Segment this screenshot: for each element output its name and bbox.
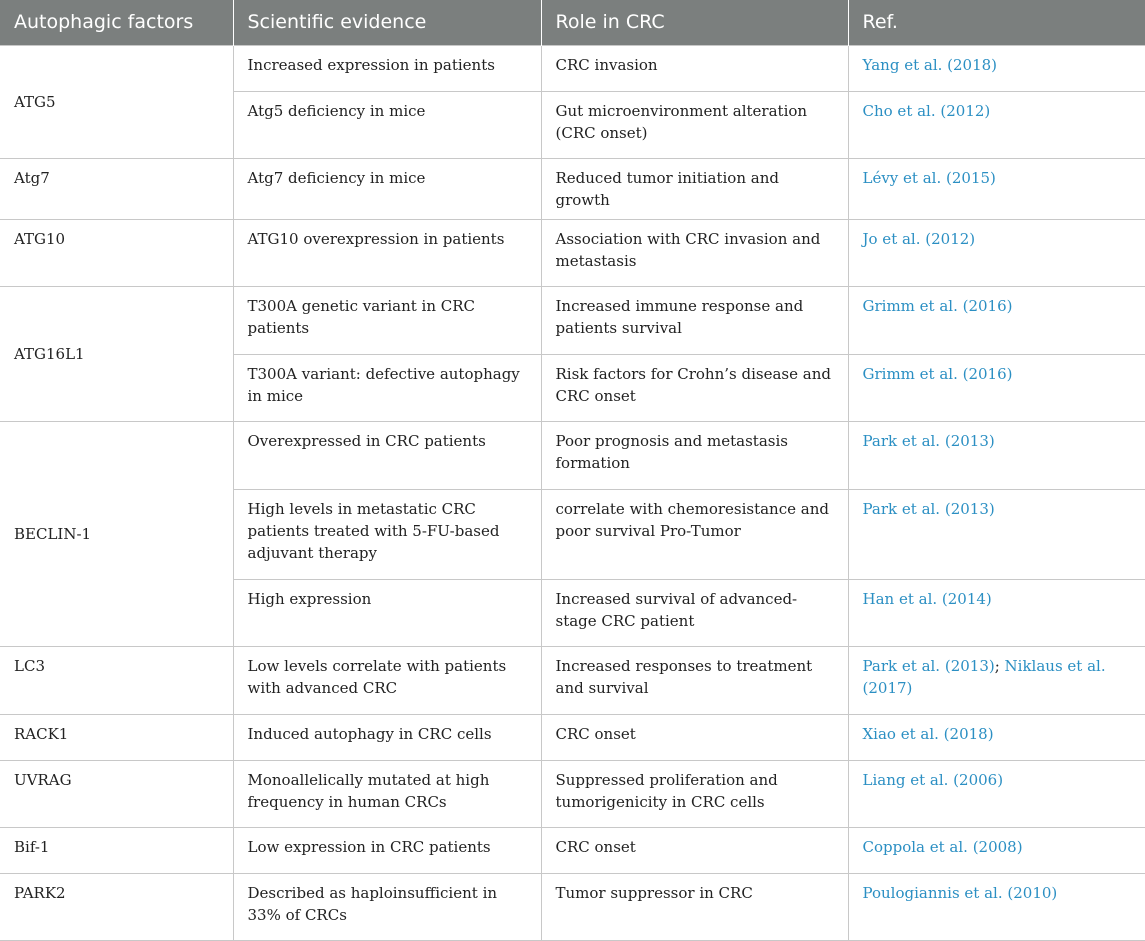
ref-link[interactable]: Coppola et al. (2008): [862, 837, 1023, 856]
ref-cell: [848, 219, 1145, 286]
header-ref: Ref.: [848, 0, 1145, 45]
ref-cell: [848, 354, 1145, 421]
table-row: [0, 873, 1145, 940]
role-cell: Increased responses to treatment and survival: [541, 646, 848, 714]
role-cell: CRC onset: [541, 827, 848, 873]
role-cell: CRC invasion: [541, 45, 848, 91]
role-cell: correlate with chemoresistance and poor survival Pro-Tumor: [541, 489, 848, 579]
ref-link[interactable]: Lévy et al. (2015): [862, 168, 996, 187]
table-body: [0, 45, 1145, 940]
ref-link[interactable]: Xiao et al. (2018): [862, 724, 994, 743]
evidence-cell: T300A genetic variant in CRC patients: [233, 286, 541, 354]
ref-cell: [848, 827, 1145, 873]
factor-cell: LC3: [0, 646, 233, 714]
ref-link[interactable]: Niklaus et al. (2017): [862, 656, 1106, 697]
ref-link[interactable]: Park et al. (2013): [862, 656, 995, 675]
ref-cell: [848, 421, 1145, 489]
ref-link[interactable]: Park et al. (2013): [862, 431, 995, 450]
ref-link[interactable]: Park et al. (2013): [862, 499, 995, 518]
table-header: [0, 0, 1145, 45]
header-row: [0, 0, 1145, 45]
role-cell: Increased immune response and patients survival: [541, 286, 848, 354]
ref-link[interactable]: Jo et al. (2012): [862, 229, 976, 248]
table-row: [0, 421, 1145, 489]
factor-cell: PARK2: [0, 873, 233, 940]
role-cell: Poor prognosis and metastasis formation: [541, 421, 848, 489]
table-row: [0, 646, 1145, 714]
role-cell: Suppressed proliferation and tumorigenicity in CRC cells: [541, 760, 848, 827]
ref-link[interactable]: Poulogiannis et al. (2010): [862, 883, 1058, 902]
header-role: Role in CRC: [541, 0, 848, 45]
ref-cell: [848, 873, 1145, 940]
evidence-cell: Low expression in CRC patients: [233, 827, 541, 873]
evidence-cell: High expression: [233, 579, 541, 646]
table-row: [0, 827, 1145, 873]
header-evidence: Scientific evidence: [233, 0, 541, 45]
factor-cell: ATG16L1: [0, 286, 233, 421]
evidence-cell: Monoallelically mutated at high frequency in human CRCs: [233, 760, 541, 827]
table-row: [0, 158, 1145, 219]
factor-cell: UVRAG: [0, 760, 233, 827]
role-cell: Gut microenvironment alteration (CRC onset): [541, 91, 848, 158]
role-cell: Increased survival of advanced-stage CRC patient: [541, 579, 848, 646]
header-factor: Autophagic factors: [0, 0, 233, 45]
ref-cell: [848, 646, 1145, 714]
ref-link[interactable]: Cho et al. (2012): [862, 101, 991, 120]
evidence-cell: Atg5 deficiency in mice: [233, 91, 541, 158]
ref-cell: [848, 714, 1145, 760]
evidence-cell: Atg7 deficiency in mice: [233, 158, 541, 219]
evidence-cell: ATG10 overexpression in patients: [233, 219, 541, 286]
table-row: [0, 714, 1145, 760]
ref-cell: [848, 286, 1145, 354]
evidence-cell: Overexpressed in CRC patients: [233, 421, 541, 489]
role-cell: CRC onset: [541, 714, 848, 760]
ref-link[interactable]: Grimm et al. (2016): [862, 296, 1013, 315]
ref-link[interactable]: Han et al. (2014): [862, 589, 992, 608]
ref-link[interactable]: Liang et al. (2006): [862, 770, 1004, 789]
ref-cell: [848, 579, 1145, 646]
evidence-cell: Described as haploinsufficient in 33% of CRCs: [233, 873, 541, 940]
factor-cell: BECLIN-1: [0, 421, 233, 646]
evidence-cell: T300A variant: defective autophagy in mice: [233, 354, 541, 421]
role-cell: Risk factors for Crohn’s disease and CRC onset: [541, 354, 848, 421]
role-cell: Reduced tumor initiation and growth: [541, 158, 848, 219]
factor-cell: RACK1: [0, 714, 233, 760]
evidence-cell: Induced autophagy in CRC cells: [233, 714, 541, 760]
ref-link[interactable]: Grimm et al. (2016): [862, 364, 1013, 383]
table-row: [0, 45, 1145, 91]
factor-cell: ATG10: [0, 219, 233, 286]
role-cell: Tumor suppressor in CRC: [541, 873, 848, 940]
ref-cell: [848, 158, 1145, 219]
table-row: [0, 219, 1145, 286]
ref-cell: [848, 489, 1145, 579]
factor-cell: ATG5: [0, 45, 233, 158]
evidence-cell: Low levels correlate with patients with advanced CRC: [233, 646, 541, 714]
table-row: [0, 760, 1145, 827]
table-row: [0, 286, 1145, 354]
ref-cell: [848, 91, 1145, 158]
factor-cell: Bif-1: [0, 827, 233, 873]
evidence-cell: High levels in metastatic CRC patients treated with 5-FU-based adjuvant therapy: [233, 489, 541, 579]
evidence-cell: Increased expression in patients: [233, 45, 541, 91]
ref-separator: ;: [994, 656, 1005, 675]
ref-cell: [848, 760, 1145, 827]
factor-cell: Atg7: [0, 158, 233, 219]
ref-link[interactable]: Yang et al. (2018): [862, 55, 998, 74]
role-cell: Association with CRC invasion and metastasis: [541, 219, 848, 286]
ref-cell: [848, 45, 1145, 91]
